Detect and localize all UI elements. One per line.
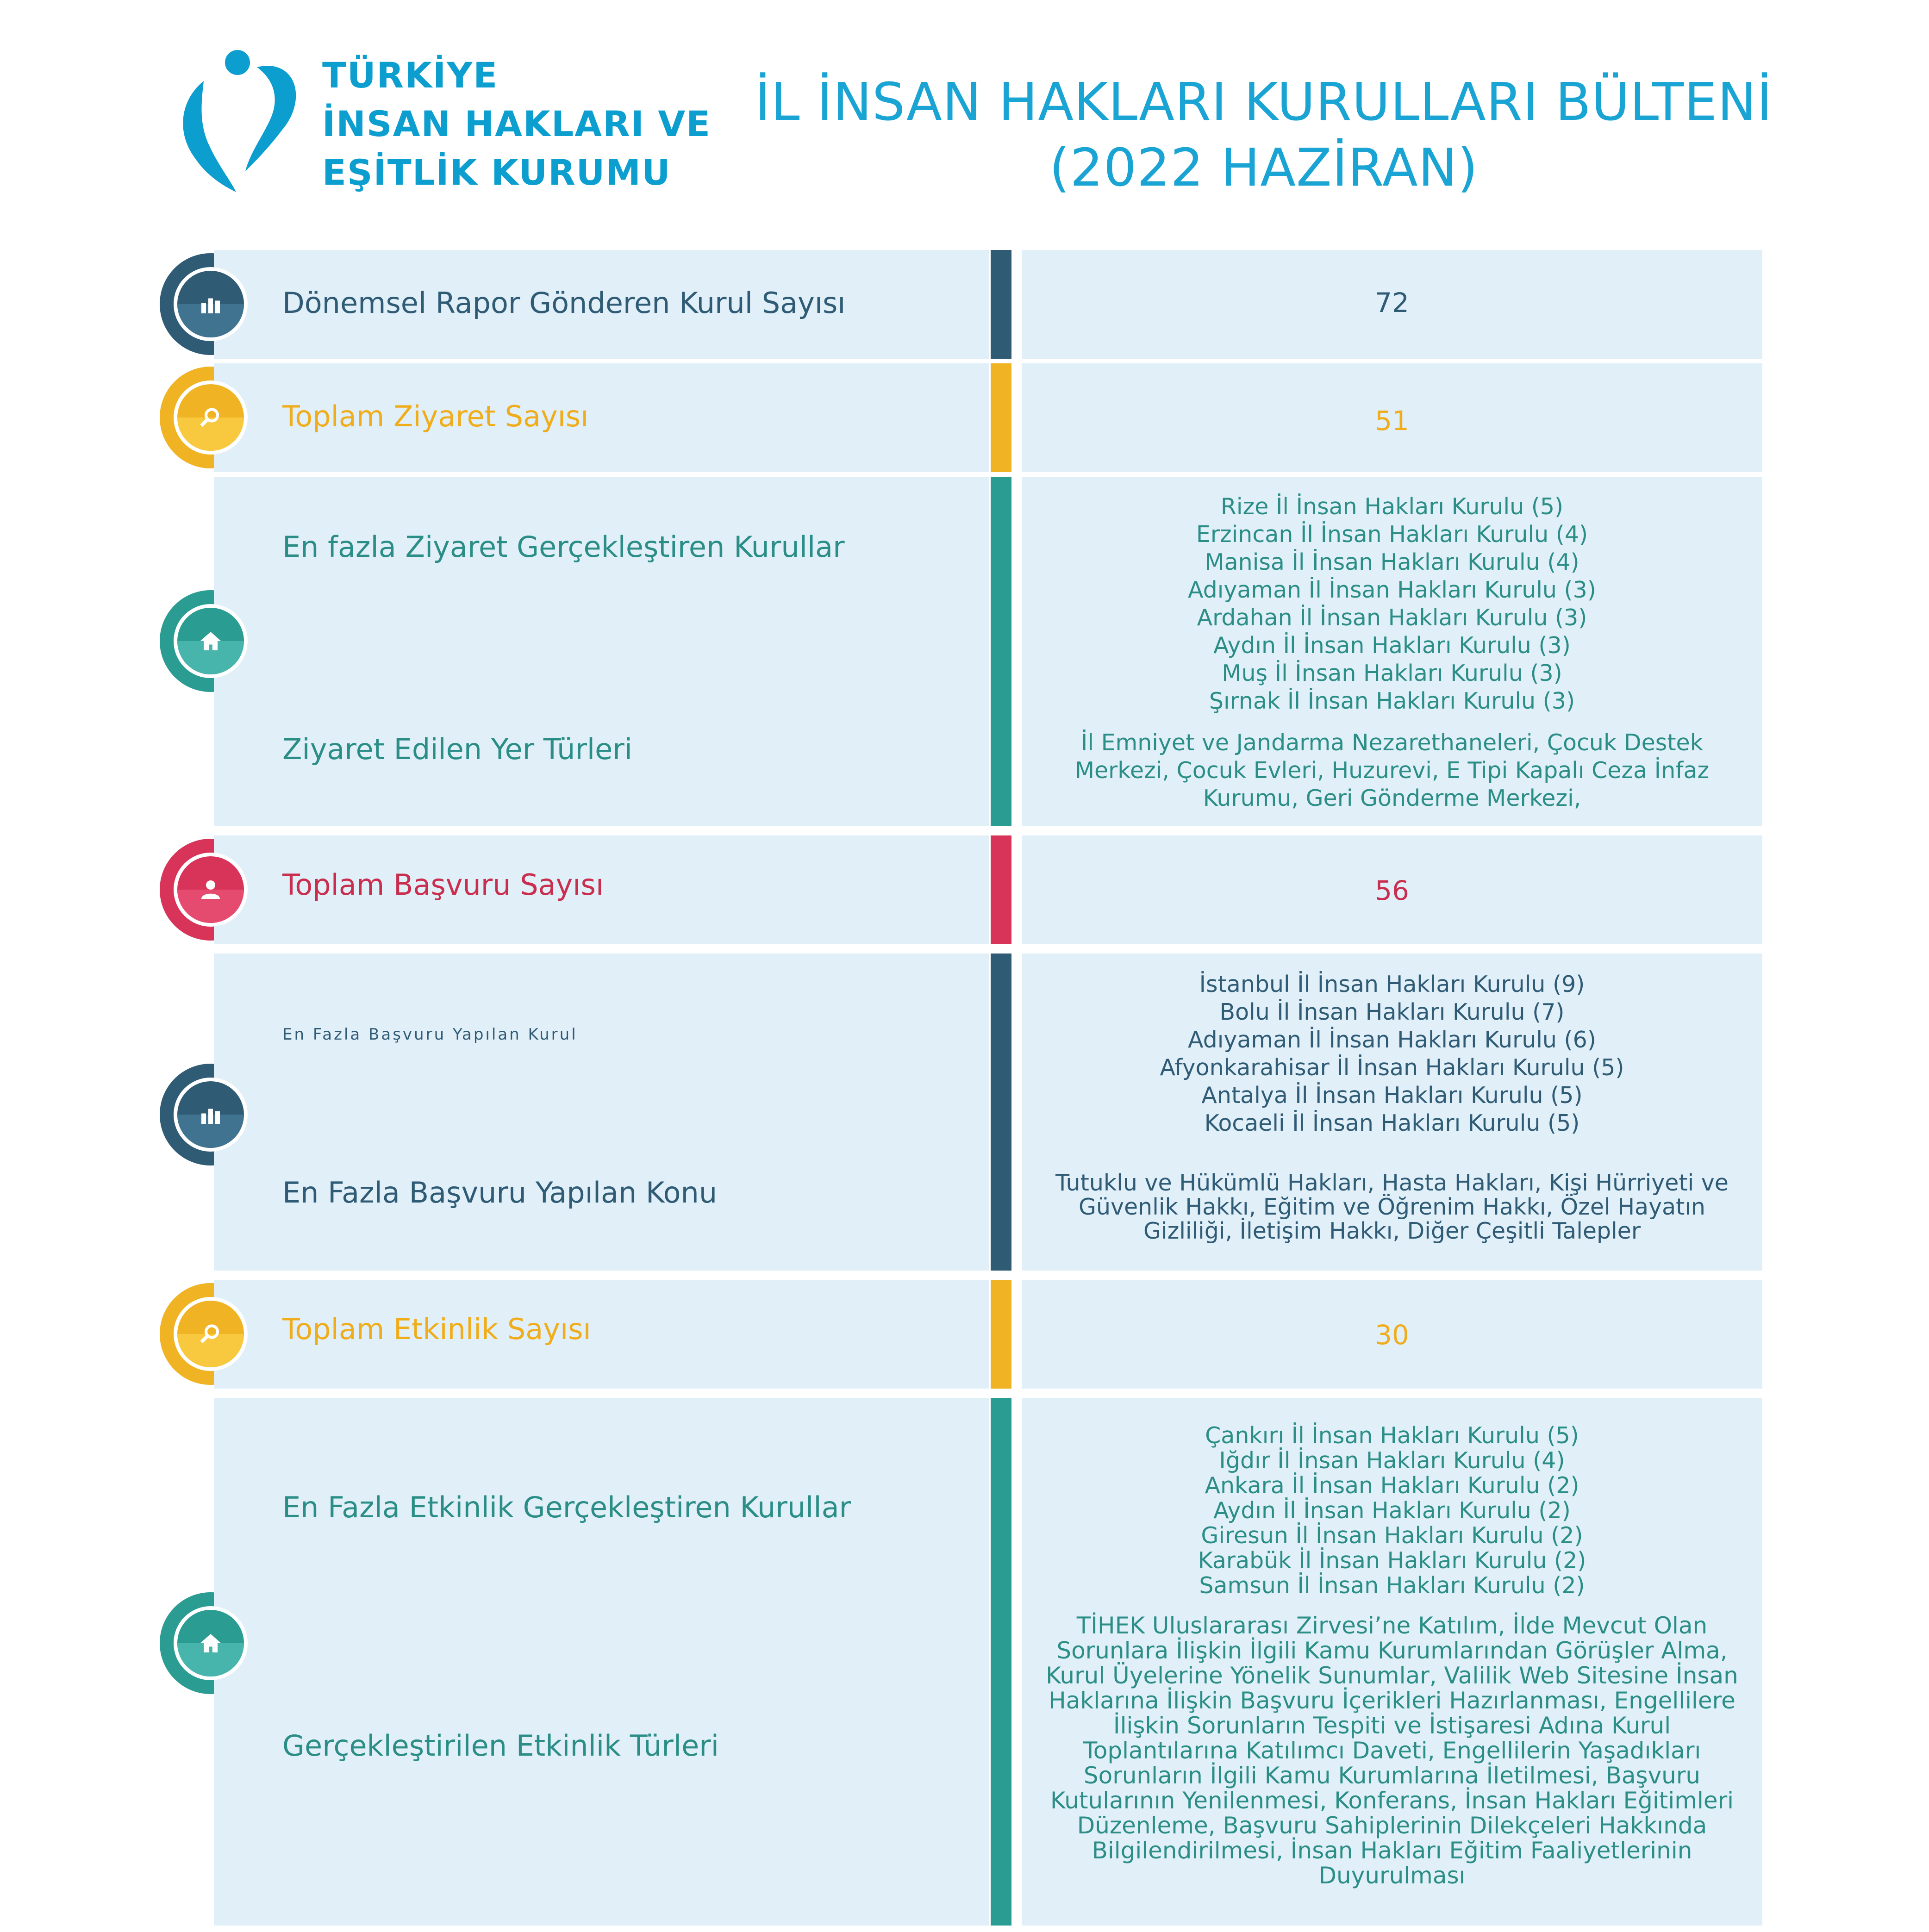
application-count-value: 56 xyxy=(1375,875,1409,906)
list-item: Afyonkarahisar İl İnsan Hakları Kurulu (5) xyxy=(1160,1054,1624,1081)
visited-place-types-label: Ziyaret Edilen Yer Türleri xyxy=(282,732,633,766)
organization-name: TÜRKİYE İNSAN HAKLARI VE EŞİTLİK KURUMU xyxy=(322,55,712,193)
user-icon xyxy=(199,878,222,901)
list-item: Aydın İl İnsan Hakları Kurulu (3) xyxy=(1213,632,1571,659)
list-item: Rize İl İnsan Hakları Kurulu (5) xyxy=(1220,493,1564,520)
home-icon-badge xyxy=(160,1592,262,1694)
list-item: Bolu İl İnsan Hakları Kurulu (7) xyxy=(1219,999,1565,1025)
list-item: Aydın İl İnsan Hakları Kurulu (2) xyxy=(1213,1497,1571,1524)
row-event-count xyxy=(0,1280,1929,1389)
row-application-count xyxy=(0,835,1929,944)
visit-count-label: Toplam Ziyaret Sayısı xyxy=(282,399,589,433)
list-item: Adıyaman İl İnsan Hakları Kurulu (3) xyxy=(1188,577,1596,603)
list-item: İstanbul İl İnsan Hakları Kurulu (9) xyxy=(1199,971,1585,997)
application-count-label: Toplam Başvuru Sayısı xyxy=(282,868,604,902)
top-visit-councils-list xyxy=(1022,493,1762,715)
list-item: Antalya İl İnsan Hakları Kurulu (5) xyxy=(1201,1082,1583,1109)
row-top-application-councils xyxy=(0,954,1929,1271)
list-item: Samsun İl İnsan Hakları Kurulu (2) xyxy=(1199,1572,1585,1599)
home-icon-badge xyxy=(160,590,262,692)
event-count-value: 30 xyxy=(1375,1319,1409,1351)
list-item: Şırnak İl İnsan Hakları Kurulu (3) xyxy=(1209,688,1575,714)
top-event-councils-label: En Fazla Etkinlik Gerçekleştiren Kurullar xyxy=(282,1490,851,1524)
search-icon xyxy=(199,1322,222,1346)
list-item: Ardahan İl İnsan Hakları Kurulu (3) xyxy=(1197,605,1587,631)
accent-bar xyxy=(991,1280,1011,1389)
list-item: Karabük İl İnsan Hakları Kurulu (2) xyxy=(1198,1547,1586,1574)
visit-count-value: 51 xyxy=(1375,405,1409,436)
list-item: Muş İl İnsan Hakları Kurulu (3) xyxy=(1222,660,1562,686)
accent-bar xyxy=(991,835,1011,944)
list-item: Ankara İl İnsan Hakları Kurulu (2) xyxy=(1205,1472,1579,1499)
page-title: İL İNSAN HAKLARI KURULLARI BÜLTENİ (2022 HAZİRAN) xyxy=(755,72,1773,198)
search-icon xyxy=(199,406,222,429)
bar-chart-icon xyxy=(199,293,222,316)
row-report-count xyxy=(0,250,1929,359)
report-count-label: Dönemsel Rapor Gönderen Kurul Sayısı xyxy=(282,286,846,320)
row-visit-count xyxy=(0,363,1929,472)
list-item: Giresun İl İnsan Hakları Kurulu (2) xyxy=(1201,1522,1583,1549)
search-icon-badge xyxy=(160,1283,262,1385)
row-top-visit-councils xyxy=(0,477,1929,826)
home-icon xyxy=(199,1632,222,1655)
bar-chart-icon-badge xyxy=(160,1064,262,1165)
accent-bar xyxy=(991,250,1011,359)
top-event-councils-list xyxy=(1022,1423,1762,1598)
list-item: Iğdır İl İnsan Hakları Kurulu (4) xyxy=(1219,1447,1565,1474)
top-application-topics-label: En Fazla Başvuru Yapılan Konu xyxy=(282,1176,718,1209)
user-icon-badge xyxy=(160,839,262,941)
top-application-councils-list xyxy=(1022,971,1762,1137)
list-item: Çankırı İl İnsan Hakları Kurulu (5) xyxy=(1205,1422,1579,1449)
accent-bar xyxy=(991,363,1011,472)
top-application-topics-text: Tutuklu ve Hükümlü Hakları, Hasta Hakları, Kişi Hürriyeti ve Güvenlik Hakkı, Eğitim ve Öğrenim Hakkı, Özel Hayatın Gizliliği, İletişim Hakkı, Diğer Çeşitli Talepler xyxy=(1055,1170,1729,1244)
event-types-text: TİHEK Uluslararası Zirvesi’ne Katılım, İlde Mevcut Olan Sorunlara İlişkin İlgili Kamu Kurumlarından Görüşler Alma, Kurul Üyelerine Yönelik Sunumlar, Valilik Web Sitesine İnsan Haklarına İlişkin Başvuru İçerikleri Hazırlanması, Engellilere İlişkin Sorunların Tespiti ve İstişaresi Adına Kurul Toplantılarına Katılımcı Daveti, Engellilerin Yaşadıkları Sorunların İlgili Kamu Kurumlarına İletilmesi, Başvuru Kutularının Yenilenmesi, Konferans, İnsan Hakları Eğitimleri Düzenleme, Başvuru Sahiplerinin Dilekçeleri Hakkında Bilgilendirilmesi, İnsan Hakları Eğitim Faaliyetlerinin Duyurulması xyxy=(1046,1612,1738,1889)
list-item: Adıyaman İl İnsan Hakları Kurulu (6) xyxy=(1188,1027,1596,1053)
bar-chart-icon-badge xyxy=(160,253,262,355)
accent-bar xyxy=(991,477,1011,826)
accent-bar xyxy=(991,954,1011,1271)
event-types-label: Gerçekleştirilen Etkinlik Türleri xyxy=(282,1729,719,1763)
report-count-value: 72 xyxy=(1375,287,1409,318)
row-top-event-councils xyxy=(0,1398,1929,1926)
top-visit-councils-label: En fazla Ziyaret Gerçekleştiren Kurullar xyxy=(282,530,845,564)
list-item: Kocaeli İl İnsan Hakları Kurulu (5) xyxy=(1204,1110,1580,1136)
home-icon xyxy=(199,629,222,653)
list-item: Erzincan İl İnsan Hakları Kurulu (4) xyxy=(1196,521,1588,548)
bar-chart-icon xyxy=(199,1103,222,1126)
list-item: Manisa İl İnsan Hakları Kurulu (4) xyxy=(1205,549,1579,575)
event-count-label: Toplam Etkinlik Sayısı xyxy=(282,1312,591,1346)
top-application-councils-label: En Fazla Başvuru Yapılan Kurul xyxy=(282,1025,578,1044)
search-icon-badge xyxy=(160,367,262,468)
accent-bar xyxy=(991,1398,1011,1926)
visited-place-types-text: İl Emniyet ve Jandarma Nezarethaneleri, Çocuk Destek Merkezi, Çocuk Evleri, Huzurevi, E Tipi Kapalı Ceza İnfaz Kurumu, Geri Gönderme Merkezi, xyxy=(1074,729,1710,811)
tihek-logo xyxy=(176,49,310,197)
